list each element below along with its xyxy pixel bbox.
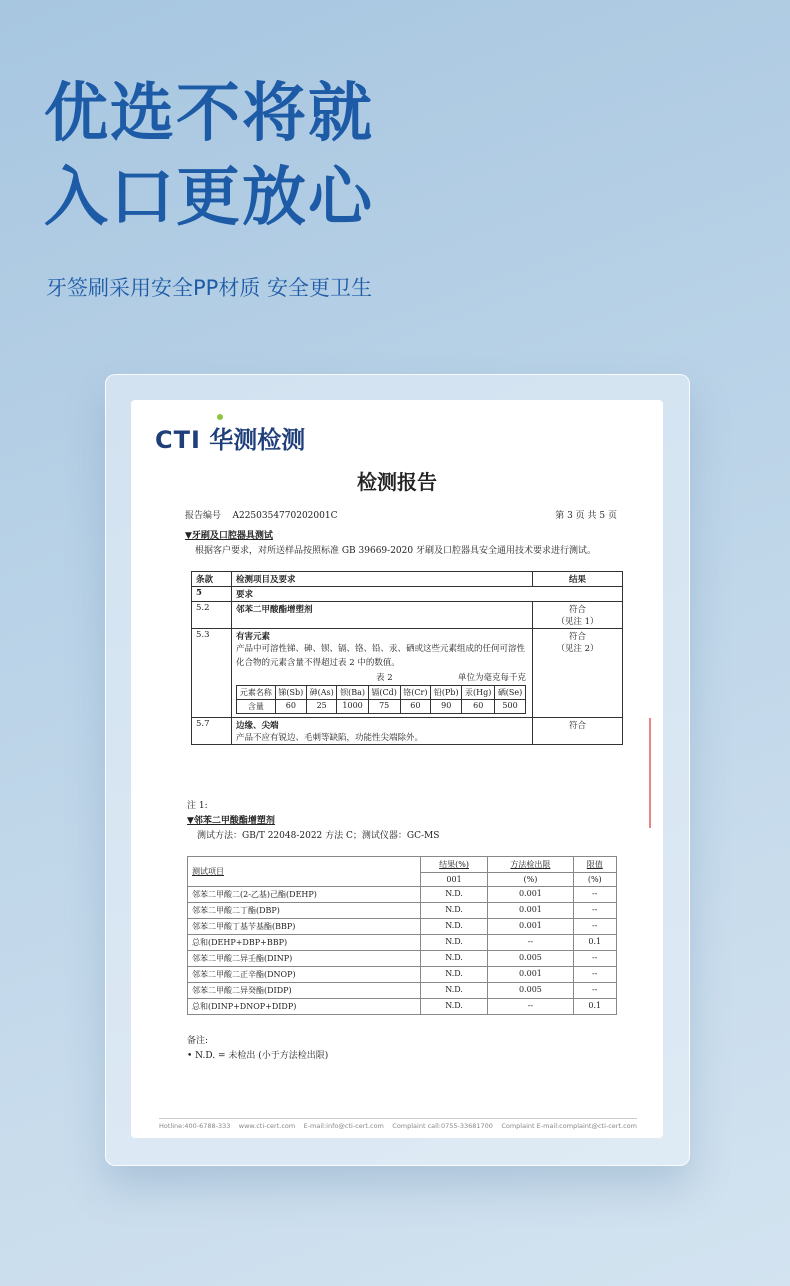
element-header: 锑(Sb) [275,685,306,699]
element-value: 500 [495,699,526,713]
table-cell: 0.005 [488,983,573,999]
element-header: 硒(Se) [495,685,526,699]
table-cell: 邻苯二甲酸二(2-乙基)己酯(DEHP) [188,887,421,903]
element-header: 镉(Cd) [368,685,400,699]
remarks-label: 备注: [187,1036,209,1046]
remarks: • N.D. = 未检出 (小于方法检出限) [187,1051,329,1061]
section-2-title: ▼邻苯二甲酸酯增塑剂 [187,816,275,826]
table-row [188,999,617,1015]
element-value: 60 [400,699,431,713]
table-cell: 邻苯二甲酸二异癸酯(DIDP) [188,983,421,999]
report-title: 检测报告 [357,470,437,494]
table-cell: N.D. [420,919,488,935]
report-footer: Hotline:400-6788-333 www.cti-cert.com E-mail:info@cti-cert.com Complaint call:0755-33681700 Complaint E-mail:complaint@cti-cert.com [159,1118,637,1130]
element-value: 含量 [237,699,276,713]
requirements-table: 条款 检测项目及要求 结果 5 要求 5.2 邻苯二甲酸酯增塑剂 符合 （见注 1） 5.3 有害元素 产品中可溶性锑、砷、钡、镉、铬、铅、汞、硒或这些元素组成的任何可溶性化合物的元素含量不得超过表 2 中的数值。 表 2 单位为毫克每千克 元素名称 锑(Sb) 砷(As) 钡(Ba) 镉(Cd) 铬(Cr) 铅(Pb) 汞(Hg) 硒(Se) 含量 60 25 1000 75 60 90 60 500 符合 （见注 2） 5.7 边缘、尖端 产品不应有锐边、毛刺等缺陷，功能性尖端除外。 符合 [191,571,623,745]
table-cell: 邻苯二甲酸丁基苄基酯(BBP) [188,919,421,935]
subtitle: 牙签刷采用安全PP材质 安全更卫生 [46,276,373,300]
table-cell: N.D. [420,983,488,999]
cti-logo: CTI 华测检测 [155,420,305,455]
table-cell: -- [488,999,573,1015]
element-value: 60 [275,699,306,713]
table-cell: 0.001 [488,919,573,935]
table-cell: 总和(DINP+DNOP+DIDP) [188,999,421,1015]
element-value: 90 [431,699,462,713]
element-header: 砷(As) [306,685,336,699]
table-row [188,903,617,919]
table-cell: 0.001 [488,903,573,919]
element-limits-table [236,685,526,714]
note-1: 注 1: [187,801,208,811]
element-header: 元素名称 [237,685,276,699]
page-number: 第 3 页 共 5 页 [555,511,617,521]
element-header: 钡(Ba) [337,685,368,699]
table-cell: 0.001 [488,887,573,903]
table-cell: -- [573,903,616,919]
table-row [188,887,617,903]
table-cell: N.D. [420,935,488,951]
element-value: 60 [462,699,495,713]
red-stamp [649,718,663,828]
table-cell: -- [573,887,616,903]
table-cell: -- [573,967,616,983]
table-cell: 0.1 [573,935,616,951]
report-number: 报告编号 A2250354770202001C [185,511,338,521]
element-value: 1000 [337,699,368,713]
section-desc: 根据客户要求，对所送样品按照标准 GB 39669-2020 牙刷及口腔器具安全通用技术要求进行测试。 [195,546,596,556]
table-cell: -- [573,919,616,935]
table-cell: -- [488,935,573,951]
table-row [188,967,617,983]
table-cell: 邻苯二甲酸二丁酯(DBP) [188,903,421,919]
table-cell: N.D. [420,903,488,919]
element-header: 铅(Pb) [431,685,462,699]
section-2-desc: 测试方法：GB/T 22048-2022 方法 C；测试仪器：GC-MS [197,831,440,841]
element-value: 75 [368,699,400,713]
table-cell: 总和(DEHP+DBP+BBP) [188,935,421,951]
element-header: 汞(Hg) [462,685,495,699]
table-cell: N.D. [420,887,488,903]
table-cell: N.D. [420,999,488,1015]
table-cell: 邻苯二甲酸二异壬酯(DINP) [188,951,421,967]
table-row [188,983,617,999]
table-cell: N.D. [420,951,488,967]
section-title: ▼牙刷及口腔器具测试 [185,531,273,541]
table-cell: 0.1 [573,999,616,1015]
table-row [188,935,617,951]
table-cell: N.D. [420,967,488,983]
headline-line-1: 优选不将就 [44,77,374,151]
phthalate-table: 测试项目 结果(%) 方法检出限 限值 001 (%) (%) 邻苯二甲酸二(2-乙基)己酯(DEHP) N.D. 0.001 -- 邻苯二甲酸二丁酯(DBP) N.D. 0.001 -- 邻苯二甲酸丁基苄基酯(BBP) N.D. 0.001 -- 总和(DEHP+DBP+BBP) N.D. -- 0.1 邻苯二甲酸二异壬酯(DINP) N.D. 0.005 -- 邻苯二甲酸二正辛酯(DNOP) N.D. 0.001 -- 邻苯二甲酸二异癸酯(DIDP) N.D. 0.005 -- 总和(DINP+DNOP+DIDP) N.D. -- 0.1 [187,856,617,1015]
table-cell: 0.005 [488,951,573,967]
element-header: 铬(Cr) [400,685,431,699]
table-cell: -- [573,951,616,967]
table-cell: -- [573,983,616,999]
test-report [131,400,663,1138]
element-value: 25 [306,699,336,713]
table-row [188,919,617,935]
table-row [188,951,617,967]
headline-line-2: 入口更放心 [44,161,374,235]
table-cell: 邻苯二甲酸二正辛酯(DNOP) [188,967,421,983]
table-cell: 0.001 [488,967,573,983]
